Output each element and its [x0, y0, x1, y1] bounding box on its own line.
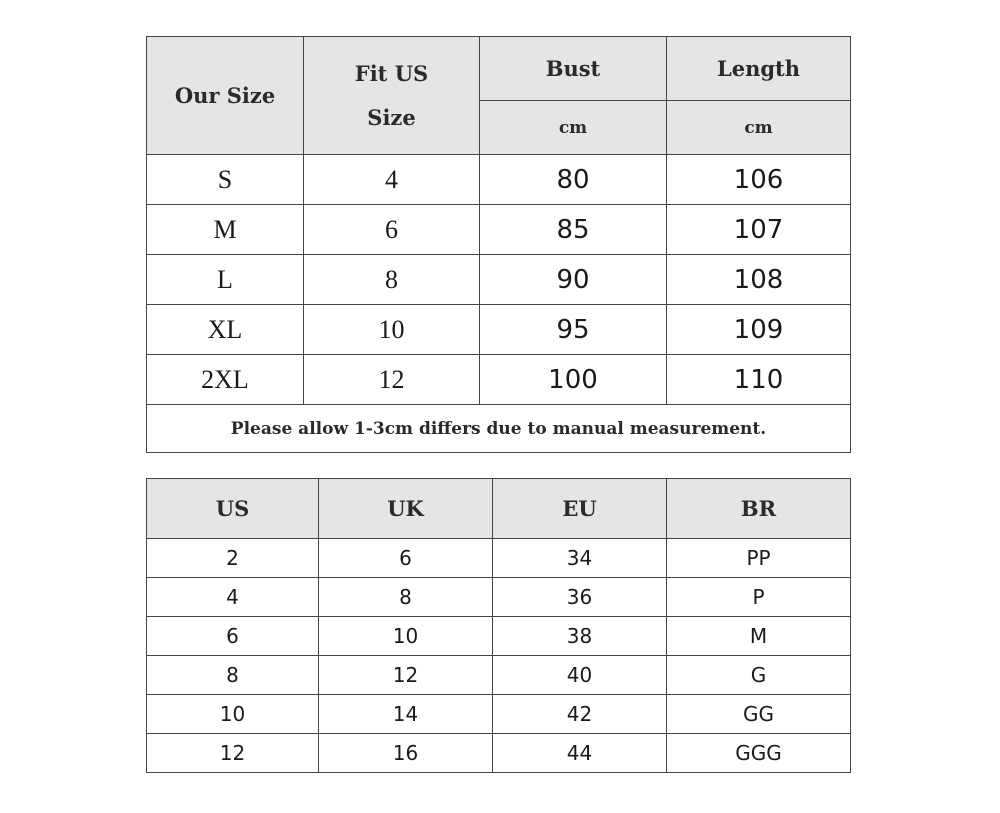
size-chart-table: [146, 36, 851, 453]
table-row: [147, 617, 851, 656]
header-uk: UK: [319, 479, 493, 539]
cell-bust: 90: [480, 255, 667, 305]
header-eu: EU: [493, 479, 667, 539]
cell-br: PP: [667, 539, 851, 578]
cell-our-size: L: [147, 255, 304, 305]
measurement-note: Please allow 1-3cm differs due to manual measurement.: [147, 405, 851, 453]
cell-uk: 14: [319, 695, 493, 734]
size-chart-header-row: [147, 37, 851, 101]
header-length-unit: cm: [667, 101, 851, 155]
cell-fit-us: 6: [304, 205, 480, 255]
table-row: [147, 255, 851, 305]
table-row: [147, 695, 851, 734]
cell-fit-us: 4: [304, 155, 480, 205]
cell-bust: 95: [480, 305, 667, 355]
cell-us: 6: [147, 617, 319, 656]
header-fit-us-size: [304, 37, 480, 155]
conversion-header-row: [147, 479, 851, 539]
cell-br: M: [667, 617, 851, 656]
note-row: [147, 405, 851, 453]
cell-eu: 40: [493, 656, 667, 695]
cell-eu: 38: [493, 617, 667, 656]
cell-bust: 100: [480, 355, 667, 405]
table-row: [147, 205, 851, 255]
header-bust: Bust: [480, 37, 667, 101]
cell-br: GGG: [667, 734, 851, 773]
header-fit-us-line1: Fit US: [354, 60, 429, 86]
cell-our-size: 2XL: [147, 355, 304, 405]
cell-length: 107: [667, 205, 851, 255]
cell-br: P: [667, 578, 851, 617]
cell-br: GG: [667, 695, 851, 734]
cell-our-size: XL: [147, 305, 304, 355]
cell-us: 12: [147, 734, 319, 773]
header-bust-unit: cm: [480, 101, 667, 155]
cell-uk: 10: [319, 617, 493, 656]
cell-fit-us: 8: [304, 255, 480, 305]
cell-eu: 42: [493, 695, 667, 734]
table-row: [147, 656, 851, 695]
cell-length: 109: [667, 305, 851, 355]
cell-length: 106: [667, 155, 851, 205]
table-row: [147, 355, 851, 405]
table-row: [147, 155, 851, 205]
header-br: BR: [667, 479, 851, 539]
header-us: US: [147, 479, 319, 539]
cell-fit-us: 10: [304, 305, 480, 355]
cell-our-size: M: [147, 205, 304, 255]
header-fit-us-line2: Size: [367, 104, 416, 130]
cell-bust: 85: [480, 205, 667, 255]
table-row: [147, 539, 851, 578]
cell-length: 110: [667, 355, 851, 405]
table-row: [147, 578, 851, 617]
table-row: [147, 305, 851, 355]
cell-eu: 34: [493, 539, 667, 578]
cell-fit-us: 12: [304, 355, 480, 405]
header-our-size: Our Size: [147, 37, 304, 155]
cell-eu: 44: [493, 734, 667, 773]
cell-uk: 16: [319, 734, 493, 773]
table-row: [147, 734, 851, 773]
cell-uk: 12: [319, 656, 493, 695]
cell-eu: 36: [493, 578, 667, 617]
cell-us: 2: [147, 539, 319, 578]
cell-us: 10: [147, 695, 319, 734]
conversion-chart-table: [146, 478, 851, 773]
cell-us: 4: [147, 578, 319, 617]
cell-our-size: S: [147, 155, 304, 205]
cell-uk: 6: [319, 539, 493, 578]
cell-us: 8: [147, 656, 319, 695]
cell-bust: 80: [480, 155, 667, 205]
cell-uk: 8: [319, 578, 493, 617]
header-length: Length: [667, 37, 851, 101]
cell-length: 108: [667, 255, 851, 305]
cell-br: G: [667, 656, 851, 695]
